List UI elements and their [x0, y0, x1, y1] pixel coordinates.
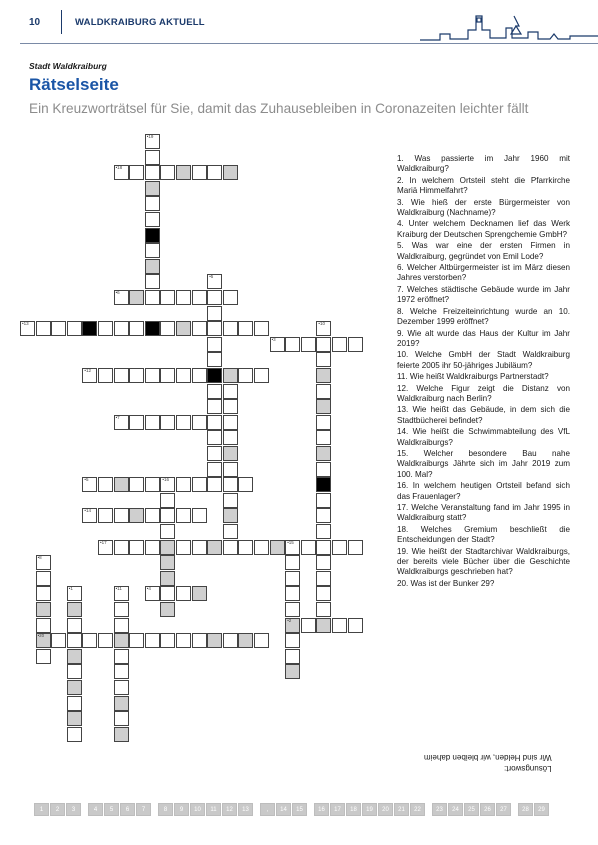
clue-list — [397, 154, 570, 590]
crossword-cell[interactable] — [238, 321, 253, 336]
crossword-cell[interactable] — [114, 602, 129, 617]
solution-key-cell[interactable]: 5 — [104, 803, 119, 816]
crossword-cell[interactable] — [176, 415, 191, 430]
clue-number: •2 — [287, 617, 292, 623]
crossword-cell[interactable] — [114, 649, 129, 664]
crossword-cell[interactable] — [207, 306, 222, 321]
crossword-cell[interactable] — [285, 633, 300, 648]
solution-key-cell[interactable]: 11 — [206, 803, 221, 816]
crossword-cell[interactable] — [348, 618, 363, 633]
crossword-cell[interactable] — [316, 430, 331, 445]
clue: 10. Welche GmbH der Stadt Waldkraiburg feierte 2005 ihr 50-jähriges Jubiläum? — [397, 350, 570, 370]
crossword-cell[interactable] — [114, 540, 129, 555]
solution-key-cell[interactable]: 19 — [362, 803, 377, 816]
crossword-cell[interactable] — [145, 415, 160, 430]
crossword-cell[interactable] — [238, 368, 253, 383]
crossword-cell[interactable] — [145, 181, 160, 196]
clue-number: •13 — [22, 321, 29, 327]
crossword-block — [82, 321, 97, 336]
crossword-cell[interactable] — [98, 477, 113, 492]
clue-number: •14 — [84, 508, 91, 514]
crossword-cell[interactable] — [285, 649, 300, 664]
crossword-cell[interactable] — [160, 415, 175, 430]
crossword-cell[interactable] — [332, 618, 347, 633]
crossword-cell[interactable] — [316, 415, 331, 430]
crossword-cell[interactable] — [301, 540, 316, 555]
crossword-cell[interactable] — [223, 430, 238, 445]
crossword-cell[interactable] — [36, 571, 51, 586]
crossword-cell[interactable] — [145, 477, 160, 492]
clue-number: •12 — [84, 368, 91, 373]
crossword-cell[interactable] — [301, 337, 316, 352]
crossword-cell[interactable] — [348, 540, 363, 555]
crossword-cell[interactable] — [316, 321, 331, 336]
crossword-cell[interactable] — [316, 586, 331, 601]
clue: 12. Welche Figur zeigt die Distanz von Waldkraiburg nach Berlin? — [397, 383, 570, 403]
crossword-cell[interactable] — [114, 618, 129, 633]
clue: 9. Wie alt wurde das Haus der Kultur im Jahr 2019? — [397, 328, 570, 348]
crossword-cell[interactable] — [192, 415, 207, 430]
crossword-cell[interactable] — [207, 337, 222, 352]
clue: 7. Welches städtische Gebäude wurde im Jahr 1972 eröffnet? — [397, 284, 570, 305]
clue-number: •8 — [37, 555, 42, 561]
crossword-cell[interactable] — [301, 618, 316, 633]
crossword-cell[interactable] — [238, 540, 253, 555]
solution-key-cell[interactable]: 17 — [330, 803, 345, 816]
clue: 15. Welcher besondere Bau nahe Waldkraiburgs Jährte sich im Jahr 2019 zum 100. Mal? — [397, 448, 570, 479]
crossword-cell[interactable] — [145, 368, 160, 383]
solution-key-cell[interactable]: 9 — [174, 803, 189, 816]
crossword-cell[interactable] — [160, 477, 175, 492]
solution-key-cell[interactable]: 28 — [518, 803, 533, 816]
crossword-cell[interactable] — [332, 337, 347, 352]
crossword-cell[interactable] — [51, 321, 66, 336]
crossword-cell[interactable] — [285, 586, 300, 601]
crossword-cell[interactable] — [36, 602, 51, 617]
crossword-cell[interactable] — [270, 540, 285, 555]
crossword-cell[interactable] — [129, 368, 144, 383]
crossword-cell[interactable] — [207, 430, 222, 445]
crossword-cell[interactable] — [223, 493, 238, 508]
crossword-cell[interactable] — [270, 337, 285, 352]
crossword-cell[interactable] — [207, 415, 222, 430]
magazine-title: WALDKRAIBURG AKTUELL — [75, 17, 205, 28]
solution-key-cell[interactable]: 20 — [378, 803, 393, 816]
crossword-cell[interactable] — [145, 259, 160, 274]
crossword-cell[interactable] — [160, 165, 175, 180]
crossword-cell[interactable] — [36, 586, 51, 601]
crossword-cell[interactable] — [67, 649, 82, 664]
crossword-cell[interactable] — [129, 633, 144, 648]
crossword-cell[interactable] — [192, 321, 207, 336]
crossword-cell[interactable] — [316, 384, 331, 399]
crossword-cell[interactable] — [36, 321, 51, 336]
crossword-cell[interactable] — [223, 462, 238, 477]
crossword-cell[interactable] — [160, 633, 175, 648]
crossword-cell[interactable] — [223, 415, 238, 430]
crossword-cell[interactable] — [316, 352, 331, 367]
crossword-cell[interactable] — [223, 633, 238, 648]
crossword-cell[interactable] — [160, 586, 175, 601]
crossword-cell[interactable] — [192, 477, 207, 492]
clue-number: •20 — [37, 633, 45, 639]
crossword-cell[interactable] — [129, 477, 144, 492]
solution-key-cell[interactable]: 22 — [410, 803, 425, 816]
solution-label: Lösungswort: — [504, 764, 552, 773]
solution-key-cell[interactable]: 18 — [346, 803, 361, 816]
crossword-cell[interactable] — [114, 321, 129, 336]
crossword-cell[interactable] — [98, 633, 113, 648]
crossword-cell[interactable] — [238, 633, 253, 648]
crossword-cell[interactable] — [160, 524, 175, 539]
crossword-cell[interactable] — [160, 368, 175, 383]
crossword-cell[interactable] — [145, 633, 160, 648]
crossword-cell[interactable] — [36, 555, 51, 570]
crossword-cell[interactable] — [316, 508, 331, 523]
crossword-cell[interactable] — [316, 555, 331, 570]
crossword-cell[interactable] — [223, 540, 238, 555]
crossword-cell[interactable] — [316, 368, 331, 383]
crossword-cell[interactable] — [67, 602, 82, 617]
crossword-cell[interactable] — [82, 508, 97, 523]
crossword-cell[interactable] — [98, 508, 113, 523]
crossword-cell[interactable] — [36, 633, 51, 648]
crossword-cell[interactable] — [192, 508, 207, 523]
crossword-cell[interactable] — [285, 664, 300, 679]
crossword-cell[interactable] — [67, 321, 82, 336]
crossword-cell[interactable] — [176, 508, 191, 523]
crossword-cell[interactable] — [192, 165, 207, 180]
crossword-cell[interactable] — [223, 399, 238, 414]
crossword-cell[interactable] — [67, 711, 82, 726]
crossword-cell[interactable] — [114, 680, 129, 695]
crossword-cell[interactable] — [36, 649, 51, 664]
solution-key-cell[interactable]: 1 — [34, 803, 49, 816]
crossword-cell[interactable] — [316, 493, 331, 508]
clue-number: •17 — [100, 539, 107, 545]
crossword-cell[interactable] — [176, 165, 191, 180]
crossword-cell[interactable] — [192, 633, 207, 648]
crossword-cell[interactable] — [160, 493, 175, 508]
crossword-cell[interactable] — [145, 508, 160, 523]
solution-key-cell[interactable]: 8 — [158, 803, 173, 816]
clue: 19. Wie heißt der Stadtarchivar Waldkraiburgs, der bereits viele Bücher über die Geschichte Waldkraiburgs geschrieben hat? — [397, 546, 570, 577]
solution-key-cell[interactable]: 27 — [496, 803, 511, 816]
solution-key-cell[interactable]: 26 — [480, 803, 495, 816]
crossword-cell[interactable] — [192, 290, 207, 305]
crossword-cell[interactable] — [332, 540, 347, 555]
crossword-cell[interactable] — [160, 571, 175, 586]
crossword-cell[interactable] — [223, 165, 238, 180]
clue-number: •7 — [115, 414, 120, 420]
crossword-cell[interactable] — [316, 462, 331, 477]
crossword-cell[interactable] — [207, 477, 222, 492]
solution-key-cell[interactable]: 3 — [66, 803, 81, 816]
crossword-cell[interactable] — [285, 540, 300, 555]
crossword-cell[interactable] — [176, 321, 191, 336]
crossword-cell[interactable] — [192, 368, 207, 383]
solution-key-cell[interactable]: 10 — [190, 803, 205, 816]
crossword-cell[interactable] — [316, 399, 331, 414]
clue: 14. Wie heißt die Schwimmabteilung des VfL Waldkraiburgs? — [397, 427, 570, 447]
clue-number: •5 — [84, 477, 89, 483]
solution-key-cell[interactable]: 14 — [276, 803, 291, 816]
solution-key-cell[interactable]: 25 — [464, 803, 479, 816]
clue: 20. Was ist der Bunker 29? — [397, 578, 495, 588]
crossword-cell[interactable] — [316, 524, 331, 539]
crossword-cell[interactable] — [316, 337, 331, 352]
crossword-cell[interactable] — [67, 680, 82, 695]
crossword-cell[interactable] — [223, 368, 238, 383]
crossword-cell[interactable] — [176, 477, 191, 492]
crossword-cell[interactable] — [285, 602, 300, 617]
crossword-cell[interactable] — [145, 196, 160, 211]
crossword-cell[interactable] — [316, 618, 331, 633]
crossword-cell[interactable] — [254, 321, 269, 336]
clue-number: •11 — [115, 586, 122, 592]
crossword-cell[interactable] — [348, 337, 363, 352]
crossword-cell[interactable] — [285, 571, 300, 586]
crossword-cell[interactable] — [316, 571, 331, 586]
crossword-cell[interactable] — [145, 243, 160, 258]
crossword-cell[interactable] — [207, 321, 222, 336]
clue-number: •3 — [271, 336, 276, 342]
clue: 6. Welcher Altbürgermeister ist im März diesen Jahres verstorben? — [397, 263, 570, 283]
page-number: 10 — [29, 17, 41, 28]
crossword-cell[interactable] — [285, 618, 300, 633]
clue: 4. Unter welchem Decknamen lief das Werk Kraiburg der Deutschen Sprengchemie GmbH? — [397, 219, 570, 239]
crossword-cell[interactable] — [176, 290, 191, 305]
crossword-block — [207, 368, 222, 383]
clue: 5. Was war eine der ersten Firmen in Waldkraiburg, gegründet von Emil Lode? — [397, 241, 570, 261]
crossword-cell[interactable] — [316, 602, 331, 617]
crossword-cell[interactable] — [129, 415, 144, 430]
clue-number: •15 — [287, 539, 294, 545]
crossword-cell[interactable] — [207, 274, 222, 289]
solution-key-cell[interactable]: 4 — [88, 803, 103, 816]
solution-key-cell[interactable]: , — [260, 803, 275, 816]
crossword-cell[interactable] — [98, 321, 113, 336]
clue: 1. Was passierte im Jahr 1960 mit Waldkraiburg? — [397, 154, 570, 174]
crossword-cell[interactable] — [176, 368, 191, 383]
solution-key-cell[interactable]: 29 — [534, 803, 549, 816]
crossword-cell[interactable] — [114, 696, 129, 711]
crossword-cell[interactable] — [176, 633, 191, 648]
crossword-cell[interactable] — [82, 477, 97, 492]
clue-number: •4 — [146, 586, 151, 592]
crossword-cell[interactable] — [207, 165, 222, 180]
crossword-cell[interactable] — [67, 586, 82, 601]
crossword-cell[interactable] — [192, 540, 207, 555]
crossword-cell[interactable] — [114, 664, 129, 679]
crossword-cell[interactable] — [223, 321, 238, 336]
solution-key-cell[interactable]: 23 — [432, 803, 447, 816]
crossword-cell[interactable] — [129, 540, 144, 555]
clue-number: •19 — [146, 134, 154, 139]
crossword-cell[interactable] — [129, 508, 144, 523]
crossword-cell[interactable] — [129, 321, 144, 336]
clue-number: •10 — [318, 321, 325, 327]
crossword-cell[interactable] — [114, 633, 129, 648]
crossword-cell[interactable] — [223, 508, 238, 523]
clue-number: •5 — [209, 274, 214, 280]
crossword-cell[interactable] — [207, 446, 222, 461]
crossword-cell[interactable] — [98, 540, 113, 555]
crossword-cell[interactable] — [160, 290, 175, 305]
crossword-cell[interactable] — [207, 633, 222, 648]
crossword-cell[interactable] — [145, 212, 160, 227]
crossword-cell[interactable] — [207, 540, 222, 555]
clue: 2. In welchem Ortsteil steht die Pfarrkirche Mariä Himmelfahrt? — [397, 175, 570, 196]
subtitle: Ein Kreuzworträtsel für Sie, damit das Zuhausebleiben in Coronazeiten leichter fällt — [29, 101, 529, 116]
solution-key-cell[interactable]: 12 — [222, 803, 237, 816]
crossword-cell[interactable] — [254, 633, 269, 648]
crossword-cell[interactable] — [114, 368, 129, 383]
clue-number: •18 — [115, 165, 123, 171]
crossword-cell[interactable] — [114, 586, 129, 601]
crossword-block — [145, 321, 160, 336]
crossword-cell[interactable] — [114, 415, 129, 430]
solution-upside-down — [424, 752, 552, 774]
crossword-cell[interactable] — [207, 462, 222, 477]
crossword-cell[interactable] — [223, 290, 238, 305]
crossword-cell[interactable] — [160, 602, 175, 617]
crossword-cell[interactable] — [223, 384, 238, 399]
crossword-cell[interactable] — [316, 540, 331, 555]
crossword-cell[interactable] — [223, 446, 238, 461]
crossword-cell[interactable] — [82, 633, 97, 648]
clue: 8. Welche Freizeiteinrichtung wurde an 10. Dezember 1999 eröffnet? — [397, 306, 570, 327]
crossword-cell[interactable] — [176, 540, 191, 555]
crossword-cell[interactable] — [285, 337, 300, 352]
crossword-cell[interactable] — [114, 508, 129, 523]
crossword-cell[interactable] — [114, 290, 129, 305]
crossword-cell[interactable] — [207, 384, 222, 399]
crossword-cell[interactable] — [254, 540, 269, 555]
crossword-cell[interactable] — [207, 290, 222, 305]
crossword-cell[interactable] — [67, 727, 82, 742]
crossword-cell[interactable] — [316, 446, 331, 461]
crossword-block — [316, 477, 331, 492]
clue-number: •6 — [115, 290, 120, 295]
crossword-cell[interactable] — [160, 508, 175, 523]
crossword-cell[interactable] — [285, 555, 300, 570]
solution-key-cell[interactable]: 13 — [238, 803, 253, 816]
crossword-cell[interactable] — [114, 165, 129, 180]
crossword-block — [145, 228, 160, 243]
clue: 13. Wie heißt das Gebäude, in dem sich die Stadtbücherei befindet? — [397, 405, 570, 425]
crossword-cell[interactable] — [145, 586, 160, 601]
crossword-cell[interactable] — [160, 555, 175, 570]
crossword-cell[interactable] — [145, 165, 160, 180]
crossword-cell[interactable] — [129, 165, 144, 180]
kicker: Stadt Waldkraiburg — [29, 61, 107, 71]
solution-key-cell[interactable]: 15 — [292, 803, 307, 816]
clue: 17. Welche Veranstaltung fand im Jahr 1995 in Waldkraiburg statt? — [397, 503, 570, 523]
solution-answer: Wir sind Helden, wir bleiben daheim — [424, 753, 552, 762]
crossword-cell[interactable] — [145, 540, 160, 555]
crossword-cell[interactable] — [223, 477, 238, 492]
crossword-cell[interactable] — [67, 618, 82, 633]
solution-key-cell[interactable]: 6 — [120, 803, 135, 816]
crossword-cell[interactable] — [20, 321, 35, 336]
clue: 18. Welches Gremium beschließt die Entscheidungen der Stadt? — [397, 524, 570, 545]
page-title: Rätselseite — [29, 75, 119, 94]
crossword-cell[interactable] — [145, 274, 160, 289]
crossword-cell[interactable] — [160, 540, 175, 555]
solution-key-cell[interactable]: 21 — [394, 803, 409, 816]
crossword-cell[interactable] — [114, 727, 129, 742]
crossword-cell[interactable] — [254, 368, 269, 383]
solution-key-cell[interactable]: 16 — [314, 803, 329, 816]
crossword-cell[interactable] — [82, 368, 97, 383]
crossword-cell[interactable] — [145, 134, 160, 149]
clue-number: •1 — [68, 586, 73, 592]
clue: 3. Wie hieß der erste Bürgermeister von Waldkraiburg (Nachname)? — [397, 197, 570, 218]
solution-key-cell[interactable]: 2 — [50, 803, 65, 816]
crossword-cell[interactable] — [207, 399, 222, 414]
crossword-cell[interactable] — [51, 633, 66, 648]
crossword-cell[interactable] — [98, 368, 113, 383]
crossword-cell[interactable] — [67, 696, 82, 711]
solution-key-cell[interactable]: 7 — [136, 803, 151, 816]
crossword-cell[interactable] — [67, 633, 82, 648]
crossword-cell[interactable] — [223, 524, 238, 539]
clue-number: •16 — [162, 477, 169, 483]
crossword-cell[interactable] — [238, 477, 253, 492]
crossword-cell[interactable] — [192, 586, 207, 601]
crossword-cell[interactable] — [145, 150, 160, 165]
crossword-cell[interactable] — [160, 321, 175, 336]
crossword-cell[interactable] — [129, 290, 144, 305]
crossword-cell[interactable] — [176, 586, 191, 601]
crossword-cell[interactable] — [145, 290, 160, 305]
crossword-cell[interactable] — [67, 664, 82, 679]
solution-key-cell[interactable]: 24 — [448, 803, 463, 816]
crossword-cell[interactable] — [114, 711, 129, 726]
clue: 11. Wie heißt Waldkraiburgs Partnerstadt? — [397, 372, 549, 382]
crossword-cell[interactable] — [36, 618, 51, 633]
clue: 16. In welchem heutigen Ortsteil befand sich das Frauenlager? — [397, 481, 570, 501]
crossword-cell[interactable] — [114, 477, 129, 492]
crossword-cell[interactable] — [207, 352, 222, 367]
